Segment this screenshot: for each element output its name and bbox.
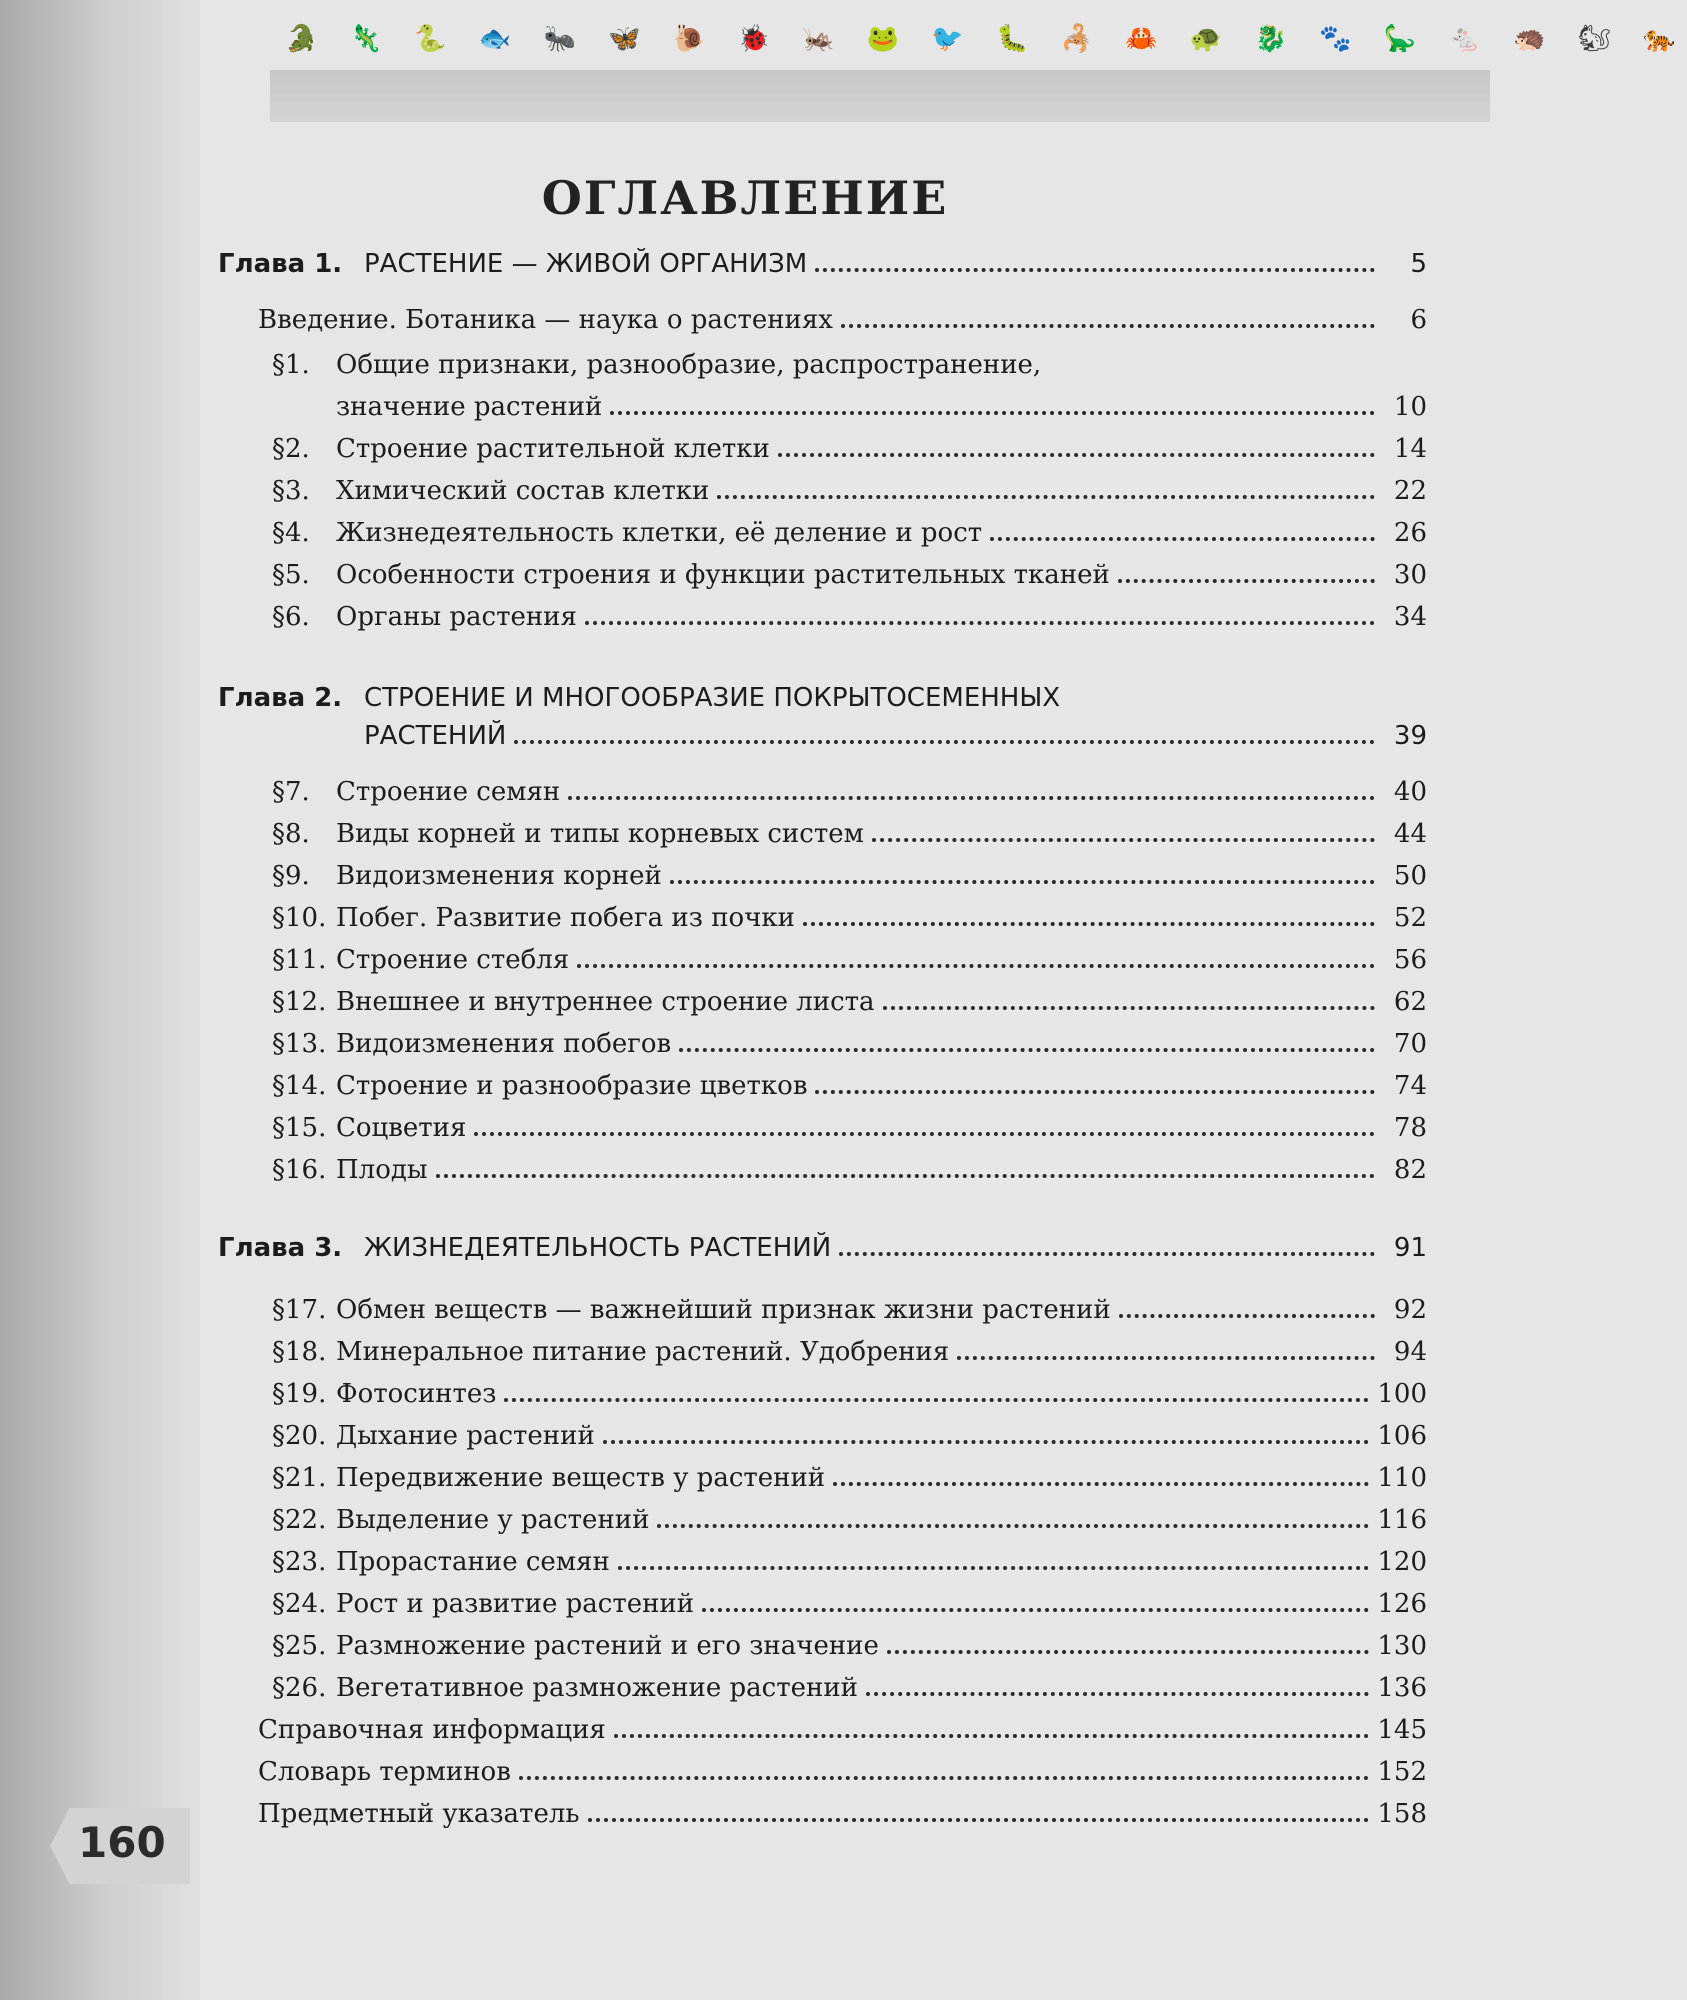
toc-section-7[interactable] <box>272 774 1427 810</box>
entry-title: Справочная информация <box>258 1715 606 1745</box>
page-ref: 120 <box>1377 1547 1427 1577</box>
page-number: 160 <box>78 1818 166 1867</box>
toc-section-25[interactable] <box>272 1628 1427 1664</box>
entry-title: Химический состав клетки <box>336 476 710 506</box>
leader-dots <box>568 796 1375 800</box>
page-ref: 74 <box>1393 1071 1427 1101</box>
leader-dots <box>1118 579 1375 583</box>
page-ref: 56 <box>1393 945 1427 975</box>
toc-section-17[interactable] <box>272 1292 1427 1328</box>
page-ref: 50 <box>1393 861 1427 891</box>
entry-title: значение растений <box>336 392 603 422</box>
page-ref: 136 <box>1377 1673 1427 1703</box>
toc-reference-info[interactable] <box>258 1712 1427 1748</box>
section-number: §21. <box>272 1463 327 1493</box>
entry-title: Строение растительной клетки <box>336 434 770 464</box>
leader-dots <box>670 880 1375 884</box>
section-number: §6. <box>272 602 310 632</box>
page-ref: 26 <box>1393 518 1427 548</box>
leader-dots <box>815 268 1375 272</box>
toc-section-2[interactable] <box>272 431 1427 467</box>
toc-chapter-1[interactable] <box>218 246 1427 282</box>
page-ref: 110 <box>1377 1463 1427 1493</box>
entry-title: Словарь терминов <box>258 1757 511 1787</box>
entry-title: Вегетативное размножение растений <box>336 1673 858 1703</box>
page-ref: 116 <box>1377 1505 1427 1535</box>
page-ref: 91 <box>1393 1233 1427 1263</box>
leader-dots <box>1119 1314 1375 1318</box>
entry-title: Общие признаки, разнообразие, распространение, <box>336 350 1042 380</box>
toc-section-23[interactable] <box>272 1544 1427 1580</box>
page-ref: 78 <box>1393 1113 1427 1143</box>
toc-section-3[interactable] <box>272 473 1427 509</box>
leader-dots <box>883 1006 1375 1010</box>
entry-title: Прорастание семян <box>336 1547 610 1577</box>
leader-dots <box>702 1608 1369 1612</box>
section-number: §26. <box>272 1673 327 1703</box>
section-number: §4. <box>272 518 310 548</box>
page-ref: 70 <box>1393 1029 1427 1059</box>
leader-dots <box>514 740 1375 744</box>
page-ref: 30 <box>1393 560 1427 590</box>
leader-dots <box>957 1356 1375 1360</box>
page-ref: 92 <box>1393 1295 1427 1325</box>
section-number: §12. <box>272 987 327 1017</box>
leader-dots <box>474 1132 1375 1136</box>
section-number: §16. <box>272 1155 327 1185</box>
entry-title: Обмен веществ — важнейший признак жизни растений <box>336 1295 1111 1325</box>
toc-subject-index[interactable] <box>258 1796 1427 1832</box>
entry-title: Побег. Развитие побега из почки <box>336 903 795 933</box>
page-title: ОГЛАВЛЕНИЕ <box>541 170 949 225</box>
entry-title: Плоды <box>336 1155 428 1185</box>
toc-section-16[interactable] <box>272 1152 1427 1188</box>
entry-title: Выделение у растений <box>336 1505 650 1535</box>
section-number: §25. <box>272 1631 327 1661</box>
page-ref: 22 <box>1393 476 1427 506</box>
page-ref: 40 <box>1393 777 1427 807</box>
entry-title: Минеральное питание растений. Удобрения <box>336 1337 950 1367</box>
entry-title: Внешнее и внутреннее строение листа <box>336 987 875 1017</box>
entry-title: Размножение растений и его значение <box>336 1631 879 1661</box>
toc-section-1-line2[interactable] <box>336 389 1427 425</box>
leader-dots <box>833 1482 1369 1486</box>
page-ref: 106 <box>1377 1421 1427 1451</box>
chapter-title: РАСТЕНИЕ — ЖИВОЙ ОРГАНИЗМ <box>364 249 808 279</box>
leader-dots <box>585 621 1375 625</box>
page-ref: 100 <box>1377 1379 1427 1409</box>
section-number: §10. <box>272 903 327 933</box>
page-ref: 62 <box>1393 987 1427 1017</box>
chapter-label: Глава 3. <box>218 1233 343 1263</box>
leader-dots <box>614 1734 1370 1738</box>
page-ref: 82 <box>1393 1155 1427 1185</box>
entry-title: Соцветия <box>336 1113 467 1143</box>
page-ref: 158 <box>1377 1799 1427 1829</box>
page-ref: 10 <box>1393 392 1427 422</box>
toc-section-22[interactable] <box>272 1502 1427 1538</box>
toc-section-5[interactable] <box>272 557 1427 593</box>
chapter-title: РАСТЕНИЙ <box>364 721 507 751</box>
section-number: §14. <box>272 1071 327 1101</box>
entry-title: Строение семян <box>336 777 561 807</box>
section-number: §2. <box>272 434 310 464</box>
toc-section-14[interactable] <box>272 1068 1427 1104</box>
leader-dots <box>588 1818 1370 1822</box>
section-number: §23. <box>272 1547 327 1577</box>
leader-dots <box>679 1048 1375 1052</box>
entry-title: Дыхание растений <box>336 1421 595 1451</box>
entry-title: Предметный указатель <box>258 1799 580 1829</box>
section-number: §24. <box>272 1589 327 1619</box>
page-ref: 39 <box>1393 721 1427 751</box>
leader-dots <box>717 495 1375 499</box>
page-ref: 145 <box>1377 1715 1427 1745</box>
leader-dots <box>657 1524 1369 1528</box>
leader-dots <box>839 1252 1375 1256</box>
page-ref: 152 <box>1377 1757 1427 1787</box>
toc-section-10[interactable] <box>272 900 1427 936</box>
leader-dots <box>803 922 1375 926</box>
page-ref: 94 <box>1393 1337 1427 1367</box>
section-number: §9. <box>272 861 310 891</box>
entry-title: Рост и развитие растений <box>336 1589 695 1619</box>
page-ref: 14 <box>1393 434 1427 464</box>
leader-dots <box>841 324 1375 328</box>
page-ref: 126 <box>1377 1589 1427 1619</box>
section-number: §18. <box>272 1337 327 1367</box>
section-number: §19. <box>272 1379 327 1409</box>
entry-title: Фотосинтез <box>336 1379 497 1409</box>
section-number: §5. <box>272 560 310 590</box>
toc-section-18[interactable] <box>272 1334 1427 1370</box>
page-ref: 44 <box>1393 819 1427 849</box>
section-number: §1. <box>272 350 310 380</box>
toc-section-12[interactable] <box>272 984 1427 1020</box>
toc-section-15[interactable] <box>272 1110 1427 1146</box>
toc-section-13[interactable] <box>272 1026 1427 1062</box>
toc-section-1-line1[interactable] <box>272 347 1427 383</box>
section-number: §13. <box>272 1029 327 1059</box>
toc-section-26[interactable] <box>272 1670 1427 1706</box>
page-ref: 5 <box>1410 249 1427 279</box>
section-number: §3. <box>272 476 310 506</box>
leader-dots <box>504 1398 1369 1402</box>
leader-dots <box>577 964 1375 968</box>
entry-title: Передвижение веществ у растений <box>336 1463 826 1493</box>
page-ref: 130 <box>1377 1631 1427 1661</box>
chapter-label: Глава 1. <box>218 249 343 279</box>
leader-dots <box>436 1174 1375 1178</box>
section-number: §17. <box>272 1295 327 1325</box>
section-number: §20. <box>272 1421 327 1451</box>
entry-title: Видоизменения побегов <box>336 1029 672 1059</box>
page-ref: 52 <box>1393 903 1427 933</box>
toc-section-6[interactable] <box>272 599 1427 635</box>
section-number: §7. <box>272 777 310 807</box>
toc-section-20[interactable] <box>272 1418 1427 1454</box>
chapter-label: Глава 2. <box>218 683 343 713</box>
leader-dots <box>887 1650 1369 1654</box>
chapter-title: ЖИЗНЕДЕЯТЕЛЬНОСТЬ РАСТЕНИЙ <box>364 1233 832 1263</box>
leader-dots <box>990 537 1375 541</box>
leader-dots <box>778 453 1375 457</box>
entry-title: Жизнедеятельность клетки, её деление и рост <box>336 518 983 548</box>
chapter-title: СТРОЕНИЕ И МНОГООБРАЗИЕ ПОКРЫТОСЕМЕННЫХ <box>364 683 1061 713</box>
toc-section-21[interactable] <box>272 1460 1427 1496</box>
section-number: §15. <box>272 1113 327 1143</box>
entry-title: Видоизменения корней <box>336 861 662 891</box>
page-ref: 6 <box>1410 305 1427 335</box>
leader-dots <box>866 1692 1369 1696</box>
toc-section-11[interactable] <box>272 942 1427 978</box>
leader-dots <box>815 1090 1375 1094</box>
section-number: §22. <box>272 1505 327 1535</box>
toc-intro[interactable] <box>258 302 1427 338</box>
leader-dots <box>618 1566 1370 1570</box>
entry-title: Строение стебля <box>336 945 570 975</box>
entry-title: Особенности строения и функции растительных тканей <box>336 560 1110 590</box>
animal-silhouettes-ornament: 🐊 🦎 🐍 🐟 🐜 🦋 🐌 🐞 🦗 🐸 🐦 🐛 🦂 🦀 🐢 🐉 🐾 🦕 🐁 🦔 🐿 🐅 <box>285 24 1687 54</box>
toc-section-8[interactable] <box>272 816 1427 852</box>
leader-dots <box>603 1440 1370 1444</box>
toc-section-19[interactable] <box>272 1376 1427 1412</box>
entry-title: Виды корней и типы корневых систем <box>336 819 864 849</box>
toc-glossary[interactable] <box>258 1754 1427 1790</box>
toc-chapter-2-line1[interactable] <box>218 680 1427 716</box>
leader-dots <box>519 1776 1370 1780</box>
leader-dots <box>872 838 1375 842</box>
entry-title: Строение и разнообразие цветков <box>336 1071 808 1101</box>
page-ref: 34 <box>1393 602 1427 632</box>
leader-dots <box>610 411 1375 415</box>
section-number: §8. <box>272 819 310 849</box>
entry-title: Органы растения <box>336 602 577 632</box>
section-number: §11. <box>272 945 327 975</box>
toc-section-9[interactable] <box>272 858 1427 894</box>
toc-chapter-3[interactable] <box>218 1230 1427 1266</box>
toc-section-4[interactable] <box>272 515 1427 551</box>
toc-section-24[interactable] <box>272 1586 1427 1622</box>
toc-chapter-2-line2[interactable] <box>364 718 1427 754</box>
entry-title: Введение. Ботаника — наука о растениях <box>258 305 833 335</box>
